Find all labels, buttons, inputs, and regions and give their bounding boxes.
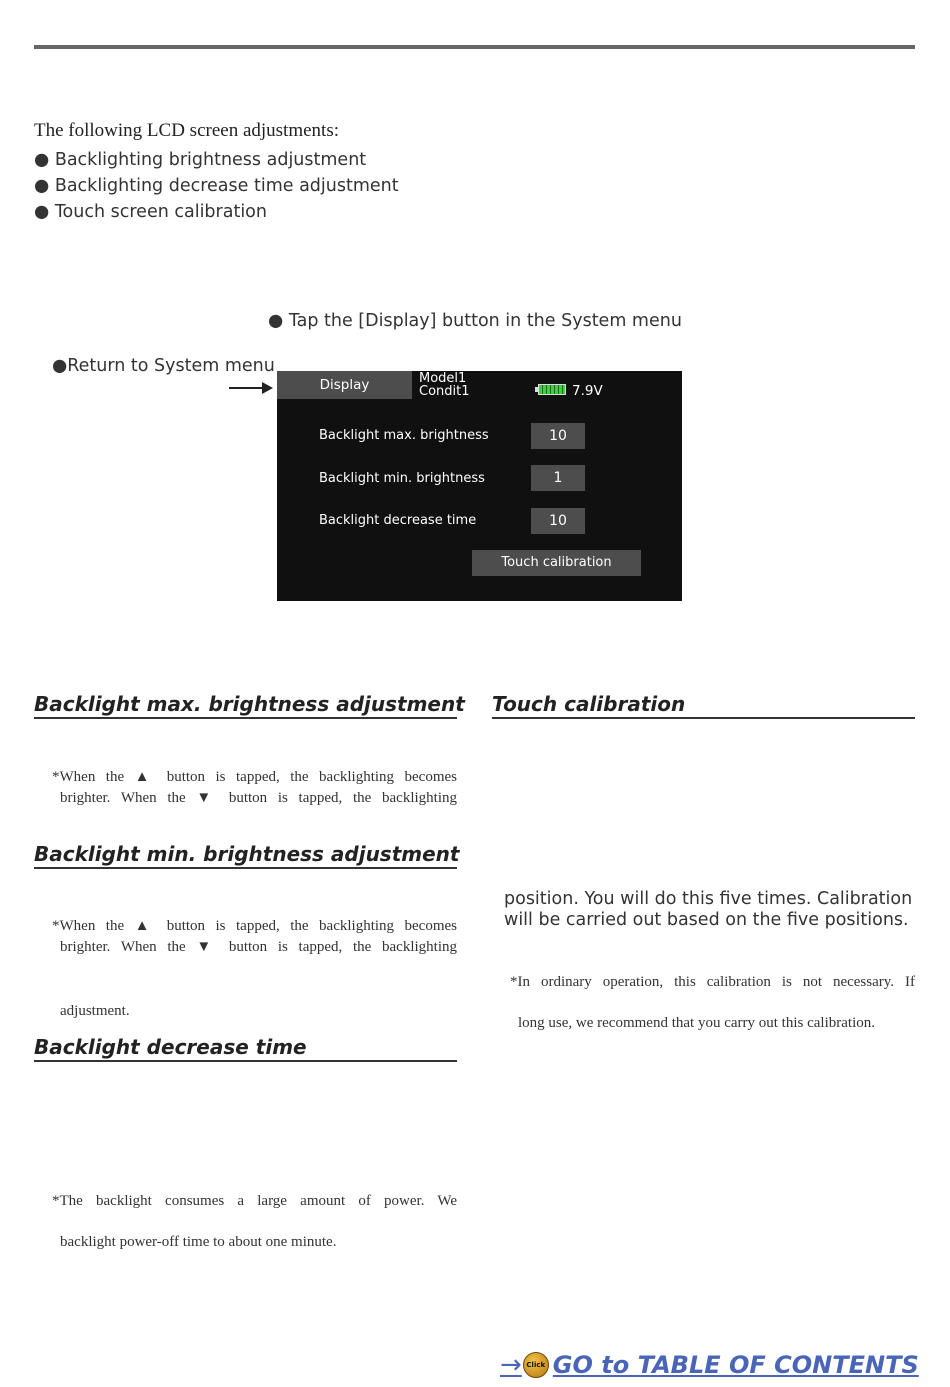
min-brightness-note-line3: adjustment. <box>60 1003 130 1019</box>
arrow-right-icon <box>229 387 265 389</box>
battery-voltage: 7.9V <box>572 383 603 399</box>
min-brightness-heading: Backlight min. brightness adjustment <box>34 842 457 869</box>
min-brightness-value[interactable]: 1 <box>531 465 585 491</box>
min-brightness-note-line1: *When the ▲ button is tapped, the backlighting becomes <box>52 918 457 934</box>
touch-calibration-button[interactable]: Touch calibration <box>472 550 641 576</box>
decrease-time-value[interactable]: 10 <box>531 508 585 534</box>
touch-calibration-note-line1: *In ordinary operation, this calibration is not necessary. If <box>510 974 915 990</box>
touch-calibration-heading: Touch calibration <box>492 692 915 719</box>
max-brightness-heading: Backlight max. brightness adjustment <box>34 692 457 719</box>
display-screen <box>277 371 682 601</box>
toc-arrow-icon: → <box>500 1350 522 1380</box>
min-brightness-label: Backlight min. brightness <box>319 471 485 486</box>
battery-icon <box>538 384 566 395</box>
decrease-time-note-line1: *The backlight consumes a large amount of power. We <box>52 1193 457 1209</box>
max-brightness-label: Backlight max. brightness <box>319 428 489 443</box>
touch-calibration-body-line1: position. You will do this five times. Calibration <box>504 889 913 909</box>
toc-link-text[interactable]: GO to TABLE OF CONTENTS <box>552 1351 919 1379</box>
intro-title: The following LCD screen adjustments: <box>34 120 339 141</box>
decrease-time-heading: Backlight decrease time <box>34 1035 457 1062</box>
bullet-touch-calibration: ● Touch screen calibration <box>34 202 267 222</box>
max-brightness-value[interactable]: 10 <box>531 423 585 449</box>
header-rule <box>34 45 915 49</box>
display-tab-button[interactable]: Display <box>277 371 412 399</box>
max-brightness-note-line2: brighter. When the ▼ button is tapped, the backlighting <box>60 790 457 806</box>
max-brightness-note-line1: *When the ▲ button is tapped, the backlighting becomes <box>52 769 457 785</box>
min-brightness-note-line2: brighter. When the ▼ button is tapped, the backlighting <box>60 939 457 955</box>
decrease-time-note-line2: backlight power-off time to about one minute. <box>60 1234 337 1250</box>
touch-calibration-body-line2: will be carried out based on the five positions. <box>504 910 909 930</box>
decrease-time-label: Backlight decrease time <box>319 513 477 528</box>
touch-calibration-note-line2: long use, we recommend that you carry out this calibration. <box>518 1015 875 1031</box>
toc-link[interactable] <box>500 1347 919 1383</box>
return-note: ●Return to System menu <box>52 356 275 376</box>
bullet-brightness: ● Backlighting brightness adjustment <box>34 150 367 170</box>
condition-name: Condit1 <box>419 384 470 399</box>
click-badge-icon: Click <box>523 1352 549 1378</box>
tap-display-note: ● Tap the [Display] button in the System menu <box>268 311 682 331</box>
bullet-decrease-time: ● Backlighting decrease time adjustment <box>34 176 399 196</box>
model-info <box>419 372 470 398</box>
model-name: Model1 <box>419 371 467 386</box>
arrow-head-icon <box>262 382 273 394</box>
